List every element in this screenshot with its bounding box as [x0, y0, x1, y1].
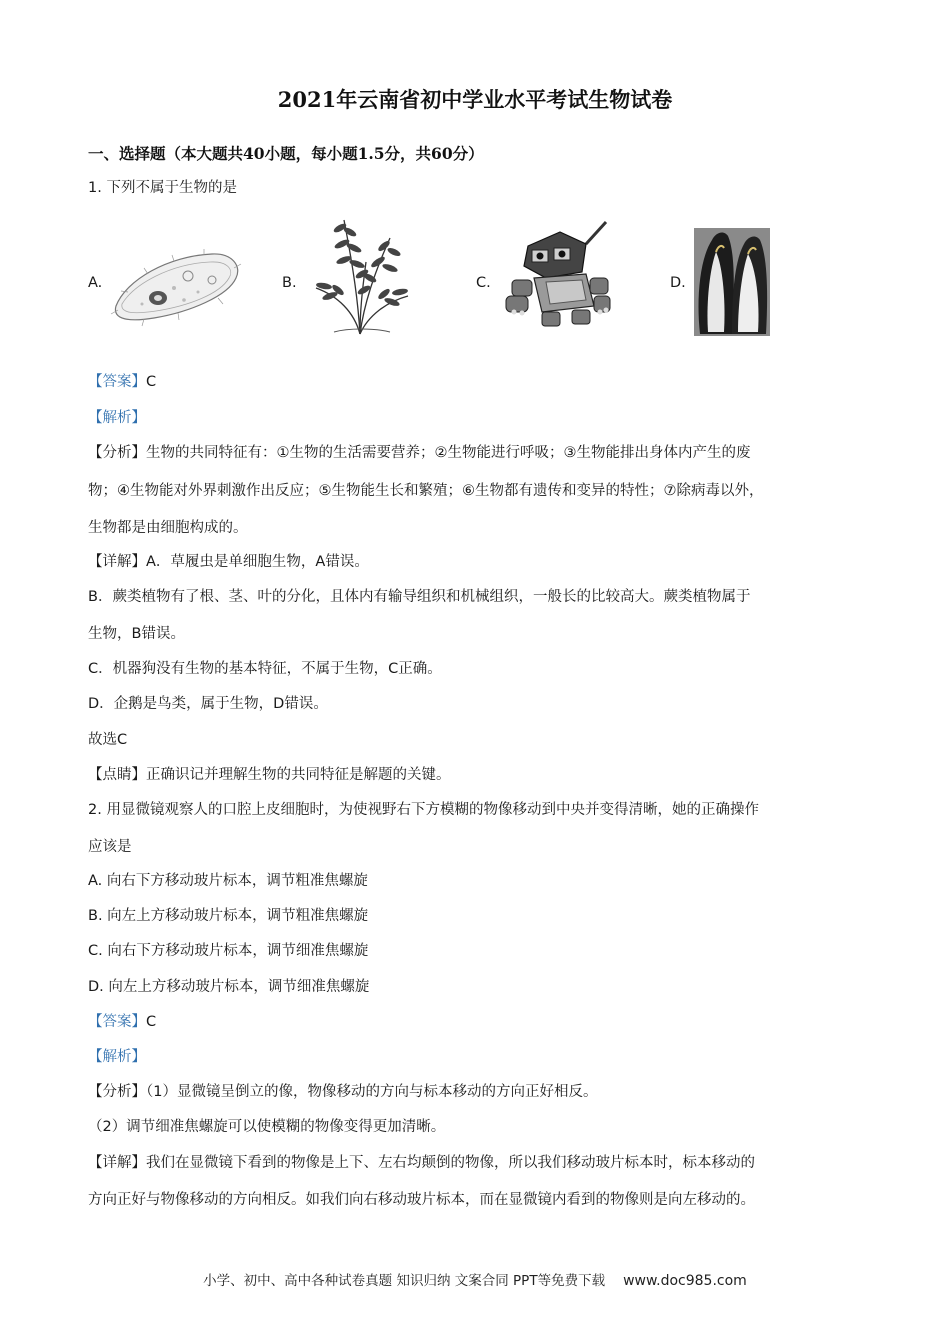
q2-option-c: C. 向右下方移动玻片标本，调节细准焦螺旋	[88, 943, 369, 959]
option-a-label: A.	[88, 275, 103, 291]
xiangjie-tag: 【详解】	[88, 554, 146, 570]
q1-answer: C	[146, 374, 157, 390]
question-2-stem-line-2: 应该是	[88, 839, 132, 855]
fenxi-tag: 【分析】	[88, 1084, 146, 1100]
q2-answer-line	[88, 1012, 156, 1032]
fenxi-tag: 【分析】	[88, 445, 146, 461]
q1-dianjing-line	[88, 765, 451, 785]
q2-option-d: D. 向左上方移动玻片标本，调节细准焦螺旋	[88, 979, 370, 995]
xiangjie-tag: 【详解】	[88, 1155, 146, 1171]
q1-fenxi-line-3: 生物都是由细胞构成的。	[88, 520, 248, 536]
q1-fenxi-line-1	[88, 443, 751, 463]
question-1-stem: 1. 下列不属于生物的是	[88, 180, 237, 196]
q2-xiangjie-line-2: 方向正好与物像移动的方向相反。如我们向右移动玻片标本，而在显微镜内看到的物像则是向左移动的。	[88, 1192, 755, 1208]
paramecium-image	[108, 244, 244, 328]
fenxi-text: 生物的共同特征有：①生物的生活需要营养；②生物能进行呼吸；③生物能排出身体内产生的废	[146, 445, 751, 461]
q1-xiangjie-line-1	[88, 552, 369, 572]
q2-answer: C	[146, 1014, 157, 1030]
fern-image	[304, 212, 416, 336]
q1-answer-line	[88, 372, 156, 392]
q2-xiangjie-line-1	[88, 1153, 755, 1173]
fenxi-text: （1）显微镜呈倒立的像，物像移动的方向与标本移动的方向正好相反。	[146, 1084, 598, 1100]
xiangjie-text: A．草履虫是单细胞生物，A错误。	[146, 554, 369, 570]
answer-tag: 【答案】	[88, 374, 146, 390]
dianjing-text: 正确识记并理解生物的共同特征是解题的关键。	[146, 767, 451, 783]
penguin-image	[694, 228, 770, 336]
section-heading: 一、选择题（本大题共40小题，每小题1.5分，共60分）	[88, 144, 484, 163]
q2-option-a: A. 向右下方移动玻片标本，调节粗准焦螺旋	[88, 873, 368, 889]
xiangjie-text: 我们在显微镜下看到的物像是上下、左右均颠倒的物像，所以我们移动玻片标本时，标本移动的	[146, 1155, 755, 1171]
q1-line-b1: B．蕨类植物有了根、茎、叶的分化，且体内有输导组织和机械组织，一般长的比较高大。蕨类植物属于	[88, 589, 751, 605]
footer-text: 小学、初中、高中各种试卷真题 知识归纳 文案合同 PPT等免费下载	[203, 1273, 606, 1289]
option-c-label: C.	[476, 275, 491, 291]
option-d-label: D.	[670, 275, 686, 291]
question-2-stem-line-1: 2. 用显微镜观察人的口腔上皮细胞时，为使视野右下方模糊的物像移动到中央并变得清晰，她的正确操作	[88, 802, 759, 818]
q1-analysis-tag: 【解析】	[88, 410, 146, 426]
q2-option-b: B. 向左上方移动玻片标本，调节粗准焦螺旋	[88, 908, 369, 924]
q2-fenxi-line-1	[88, 1082, 597, 1102]
q1-line-d: D．企鹅是鸟类，属于生物，D错误。	[88, 696, 328, 712]
answer-tag: 【答案】	[88, 1014, 146, 1030]
dianjing-tag: 【点睛】	[88, 767, 146, 783]
q1-line-b2: 生物，B错误。	[88, 626, 185, 642]
q1-fenxi-line-2: 物；④生物能对外界刺激作出反应；⑤生物能生长和繁殖；⑥生物都有遗传和变异的特性；⑦除病毒以外，	[88, 483, 764, 499]
page-footer	[0, 1269, 950, 1289]
q1-line-c: C．机器狗没有生物的基本特征，不属于生物，C正确。	[88, 661, 442, 677]
footer-url-link[interactable]: www.doc985.com	[623, 1273, 747, 1289]
q2-fenxi-line-2: （2）调节细准焦螺旋可以使模糊的物像变得更加清晰。	[88, 1119, 446, 1135]
page-title: 2021年云南省初中学业水平考试生物试卷	[277, 87, 673, 112]
q2-analysis-tag: 【解析】	[88, 1049, 146, 1065]
q1-guxuan: 故选C	[88, 732, 128, 748]
robot-dog-image	[502, 220, 612, 332]
option-b-label: B.	[282, 275, 297, 291]
